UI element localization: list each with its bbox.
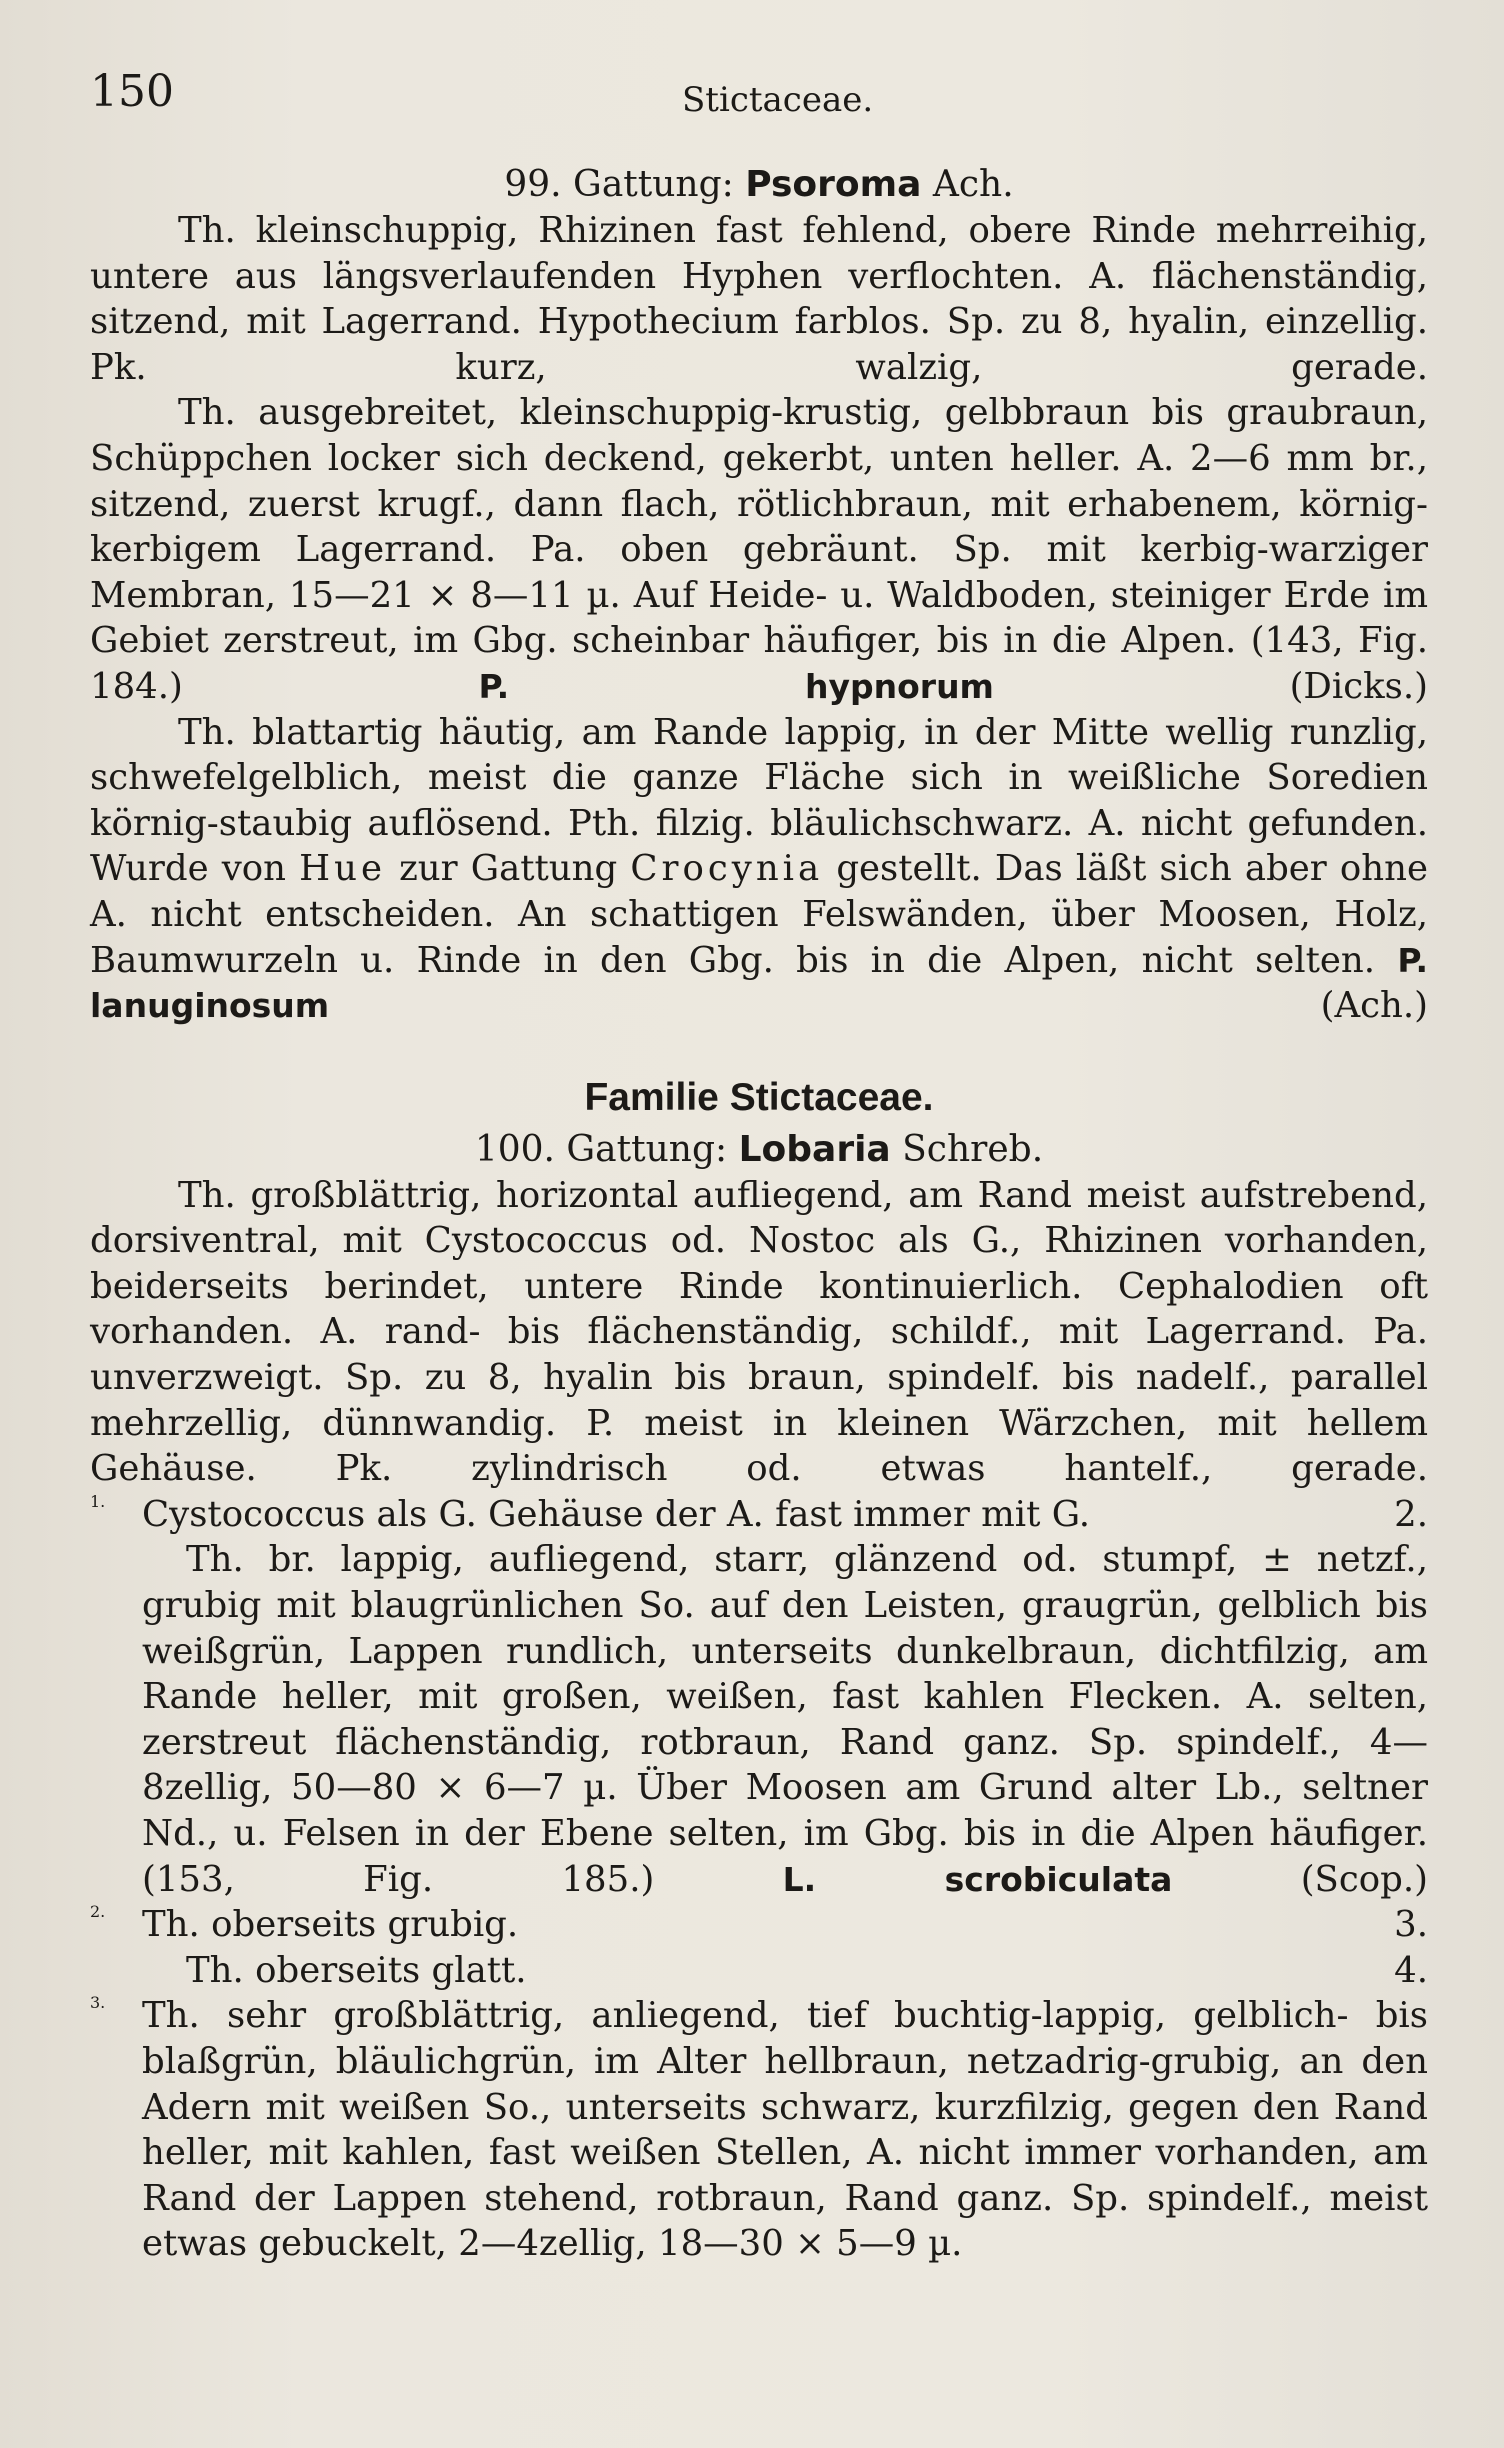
species-name: P. lanuginosum (90, 940, 1428, 1026)
key-item-2b: 4. Th. oberseits glatt. (186, 1949, 1428, 1991)
genus-name: Lobaria (738, 1128, 891, 1170)
species-name: L. scrobiculata (782, 1859, 1173, 1899)
family-heading: Familie Stictaceae. (584, 1075, 934, 1119)
species-name: P. hypnorum (478, 666, 994, 706)
species-entry-scrobiculata: Th. br. lappig, aufliegend, starr, glänzend od. stumpf, ± netzf., grubig mit blaugrünlichen So. auf den Leisten, graugrün, gelblich bis weißgrün, Lappen rundlich, unterseits dunkelbraun, dichtfilzig, am Rande heller, mit großen, weißen, fast kahlen Flecken. A. selten, zerstreut flächenständig, rotbraun, Rand ganz. Sp. spindelf., 4—8zellig, 50—80 × 6—7 µ. Über Moosen am Grund alter Lb., seltner Nd., u. Felsen in der Ebene selten, im Gbg. bis in die Alpen häufiger. (153, Fig. 185.) L. scrobiculata (Scop.) (142, 1539, 1428, 1900)
key-item-3: 3. Th. sehr großblättrig, anliegend, tief buchtig-lappig, gelblich- bis blaßgrün, bläulichgrün, im Alter hellbraun, netzadrig-grubig, an den Adern mit weißen So., unterseits schwarz, kurzfilzig, gegen den Rand heller, mit kahlen, fast weißen Stellen, A. nicht immer vorhanden, am Rand der Lappen stehend, rotbraun, Rand ganz. Sp. spindelf., meist etwas gebuckelt, 2—4zellig, 18—30 × 5—9 µ. (90, 1993, 1428, 2265)
page-body (90, 160, 1428, 2267)
key-item-2: 2. 3. Th. oberseits grubig. (90, 1902, 1428, 1946)
running-head: Stictaceae. (682, 80, 874, 120)
genus-name: Psoroma (745, 164, 922, 205)
genus-description: Th. großblättrig, horizontal aufliegend, am Rand meist aufstrebend, dorsiventral, mit Cystococcus od. Nostoc als G., Rhizinen vorhanden, beiderseits berindet, untere Rinde kontinuierlich. Cephalodien oft vorhanden. A. rand- bis flächenständig, schildf., mit Lagerrand. Pa. unverzweigt. Sp. zu 8, hyalin bis braun, spindelf. bis nadelf., parallel mehrzellig, dünnwandig. P. meist in kleinen Wärzchen, mit hellem Gehäuse. Pk. zylindrisch od. etwas hantelf., gerade. (90, 1174, 1428, 1490)
species-entry-hypnorum: Th. ausgebreitet, kleinschuppig-krustig, gelbbraun bis graubraun, Schüppchen locker sich deckend, gekerbt, unten heller. A. 2—6 mm br., sitzend, zuerst krugf., dann flach, rötlichbraun, mit erhabenem, körnig-kerbigem Lagerrand. Pa. oben gebräunt. Sp. mit kerbig-warziger Membran, 15—21 × 8—11 µ. Auf Heide- u. Waldboden, steiniger Erde im Gebiet zerstreut, im Gbg. scheinbar häufiger, bis in die Alpen. (143, Fig. 184.) P. hypnorum (Dicks.) (90, 392, 1428, 707)
genus-heading-lobaria: 100. Gattung: Lobaria Schreb. (474, 1128, 1044, 1170)
genus-description: Th. kleinschuppig, Rhizinen fast fehlend, obere Rinde mehrreihig, untere aus längsverlaufenden Hyphen verflochten. A. flächenständig, sitzend, mit Lagerrand. Hypothecium farblos. Sp. zu 8, hyalin, einzellig. Pk. kurz, walzig, gerade. (90, 210, 1428, 388)
page-number: 150 (90, 66, 174, 117)
genus-heading-psoroma: 99. Gattung: Psoroma Ach. (504, 164, 1014, 205)
page-header (90, 66, 1414, 126)
species-entry-lanuginosum: Th. blattartig häutig, am Rande lappig, in der Mitte wellig runzlig, schwefelgelblich, meist die ganze Fläche sich in weißliche Soredien körnig-staubig auflösend. Pth. filzig. bläulichschwarz. A. nicht gefunden. Wurde von Hue zur Gattung Crocynia gestellt. Das läßt sich aber ohne A. nicht entscheiden. An schattigen Felswänden, über Moosen, Holz, Baumwurzeln u. Rinde in den Gbg. bis in die Alpen, nicht selten. P. lanuginosum (Ach.) (90, 711, 1428, 1027)
key-item-1: 1. 2. Cystococcus als G. Gehäuse der A. fast immer mit G. (90, 1491, 1428, 1535)
